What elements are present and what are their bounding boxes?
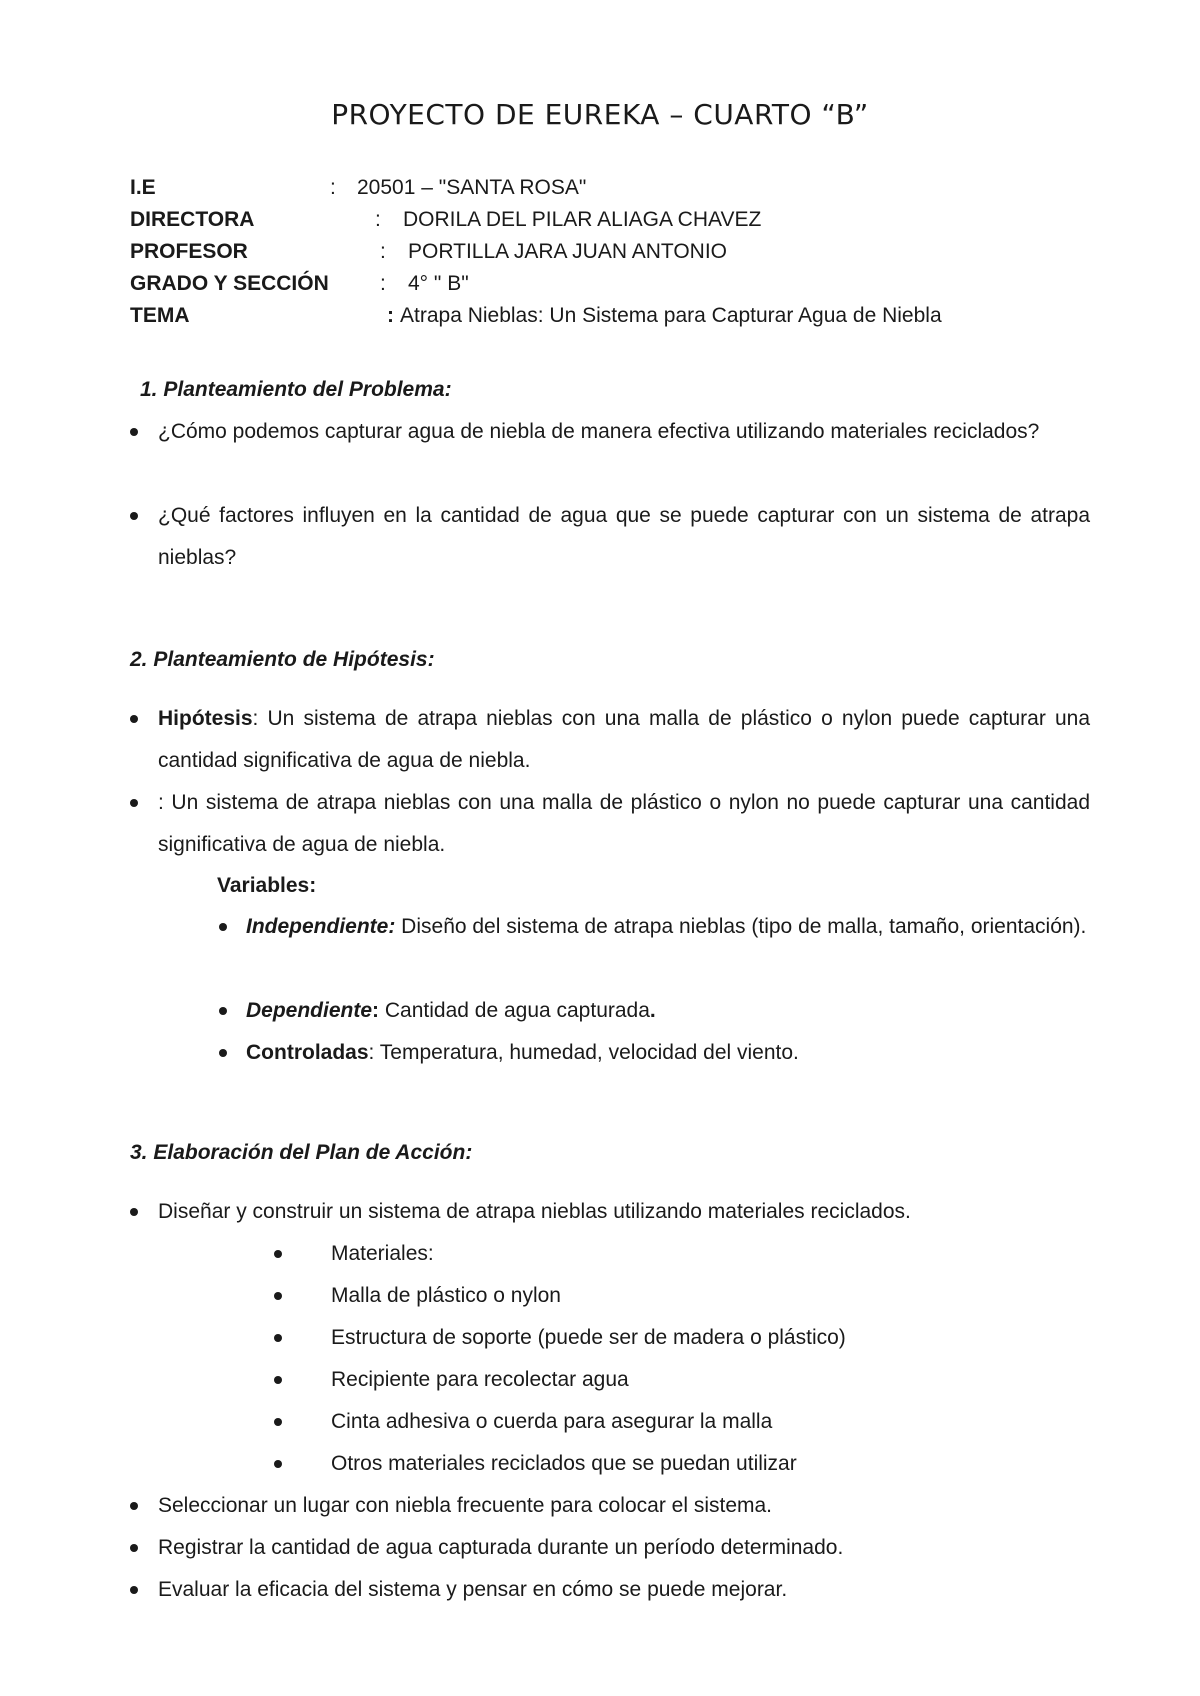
info-colon: : [375, 208, 381, 231]
variable-end: . [649, 999, 656, 1022]
variable-label: Controladas [246, 1041, 369, 1064]
variable-item [246, 1032, 1090, 1074]
section-1-heading: 1. Planteamiento del Problema: [140, 378, 452, 401]
material-item: Cinta adhesiva o cuerda para asegurar la malla [331, 1401, 1031, 1443]
material-item: Malla de plástico o nylon [331, 1275, 1031, 1317]
info-colon: : [387, 304, 394, 327]
variable-text: : Temperatura, humedad, velocidad del viento. [368, 1041, 799, 1064]
material-item: Otros materiales reciclados que se puedan utilizar [331, 1443, 1031, 1485]
info-colon: : [380, 272, 386, 295]
info-label-ie: I.E [130, 176, 156, 199]
plan-item: Evaluar la eficacia del sistema y pensar en cómo se puede mejorar. [158, 1569, 1090, 1611]
document-title: PROYECTO DE EUREKA – CUARTO “B” [331, 98, 869, 131]
info-label-grado: GRADO Y SECCIÓN [130, 272, 329, 295]
material-item: Materiales: [331, 1233, 1031, 1275]
info-label-profesor: PROFESOR [130, 240, 248, 263]
variable-colon: : [372, 999, 380, 1022]
plan-item: Seleccionar un lugar con niebla frecuente para colocar el sistema. [158, 1485, 1090, 1527]
hypothesis-text: : Un sistema de atrapa nieblas con una malla de plástico o nylon puede capturar una cantidad significativa de agua de niebla. [158, 707, 1090, 772]
material-item: Estructura de soporte (puede ser de madera o plástico) [331, 1317, 1031, 1359]
null-hypothesis-item: : Un sistema de atrapa nieblas con una malla de plástico o nylon no puede capturar una cantidad significativa de agua de niebla. [158, 782, 1090, 866]
info-label-tema: TEMA [130, 304, 190, 327]
hypothesis-label: Hipótesis [158, 707, 253, 730]
hypothesis-item [158, 698, 1090, 782]
section-2-heading: 2. Planteamiento de Hipótesis: [130, 648, 435, 671]
info-value-ie: 20501 – "SANTA ROSA" [357, 176, 587, 199]
section-3-heading: 3. Elaboración del Plan de Acción: [130, 1141, 473, 1164]
plan-item: Diseñar y construir un sistema de atrapa nieblas utilizando materiales reciclados. [158, 1191, 1090, 1233]
variables-heading: Variables: [217, 874, 317, 897]
variable-label: Independiente: [246, 915, 396, 938]
problem-item: ¿Cómo podemos capturar agua de niebla de manera efectiva utilizando materiales reciclados? [158, 411, 1090, 453]
variable-text: Diseño del sistema de atrapa nieblas (tipo de malla, tamaño, orientación). [395, 915, 1087, 938]
variable-item [246, 906, 1090, 948]
info-colon: : [380, 240, 386, 263]
info-value-directora: DORILA DEL PILAR ALIAGA CHAVEZ [403, 208, 762, 231]
variable-text: Cantidad de agua capturada [379, 999, 650, 1022]
problem-item: ¿Qué factores influyen en la cantidad de agua que se puede capturar con un sistema de atrapa nieblas? [158, 495, 1090, 579]
variable-item [246, 990, 1090, 1032]
material-item: Recipiente para recolectar agua [331, 1359, 1031, 1401]
info-colon: : [330, 176, 336, 199]
variable-label: Dependiente [246, 999, 373, 1022]
info-label-directora: DIRECTORA [130, 208, 255, 231]
info-value-profesor: PORTILLA JARA JUAN ANTONIO [408, 240, 727, 263]
plan-item: Registrar la cantidad de agua capturada durante un período determinado. [158, 1527, 1090, 1569]
info-value-tema: Atrapa Nieblas: Un Sistema para Capturar Agua de Niebla [400, 304, 942, 327]
info-value-grado: 4° " B" [408, 272, 469, 295]
